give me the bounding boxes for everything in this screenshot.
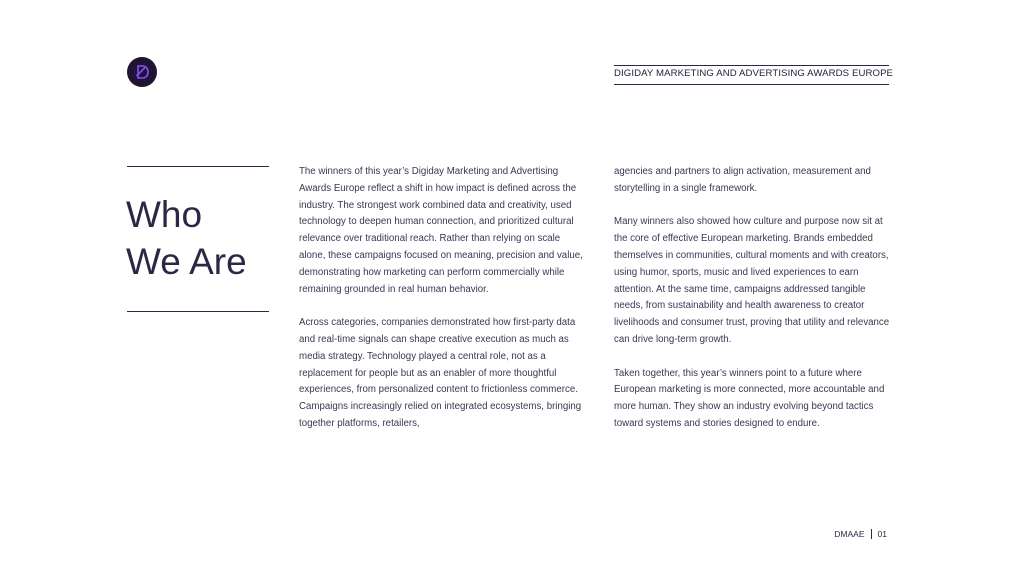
digiday-logo [127,57,157,87]
section-rule-bottom [127,311,269,312]
section-rule-top [127,166,269,167]
page-title-line-1: Who [126,194,203,235]
body-column-right [614,164,892,450]
page-footer [834,529,887,539]
header-rule-bottom [614,84,889,85]
body-paragraph: agencies and partners to align activation, measurement and storytelling in a single framework. [614,166,871,194]
digiday-d-icon [133,63,151,81]
body-column-left [299,164,585,450]
header-rule-top [614,65,889,66]
body-paragraph: Many winners also showed how culture and purpose now sit at the core of effective European marketing. Brands embedded themselves in communities, cultural moments and with creators, using humor, sports, music and lived experiences to earn attention. At the same time, campaigns addressed tangible needs, from sustainability and health awareness to creator livelihoods and consumer trust, proving that utility and relevance can drive long-term growth. [614,216,890,345]
body-paragraph: The winners of this year’s Digiday Marketing and Advertising Awards Europe reflect a shift in how impact is defined across the industry. The strongest work combined data and creativity, used technology to deepen human connection, and prioritized cultural relevance over traditional reach. Rather than relying on scale alone, these campaigns focused on meaning, precision and value, demonstrating how marketing can perform commercially while remaining grounded in real human behavior. [299,166,583,295]
footer-divider [871,529,872,539]
page-title-line-2: We Are [126,241,247,282]
footer-label: DMAAE [834,529,865,539]
body-paragraph: Across categories, companies demonstrated how first-party data and real-time signals can shape creative execution as much as media strategy. Technology played a central role, not as a replacement for people but as an enabler of more thoughtful experiences, from personalized content to frictionless commerce. Campaigns increasingly relied on integrated ecosystems, bringing together platforms, retailers, [299,317,582,429]
body-paragraph: Taken together, this year’s winners point to a future where European marketing is more connected, more accountable and more human. They show an industry evolving beyond tactics toward systems and stories designed to endure. [614,367,885,429]
page-number: 01 [877,529,887,539]
page-title [126,191,247,285]
header-title: DIGIDAY MARKETING AND ADVERTISING AWARDS EUROPE [614,68,894,79]
